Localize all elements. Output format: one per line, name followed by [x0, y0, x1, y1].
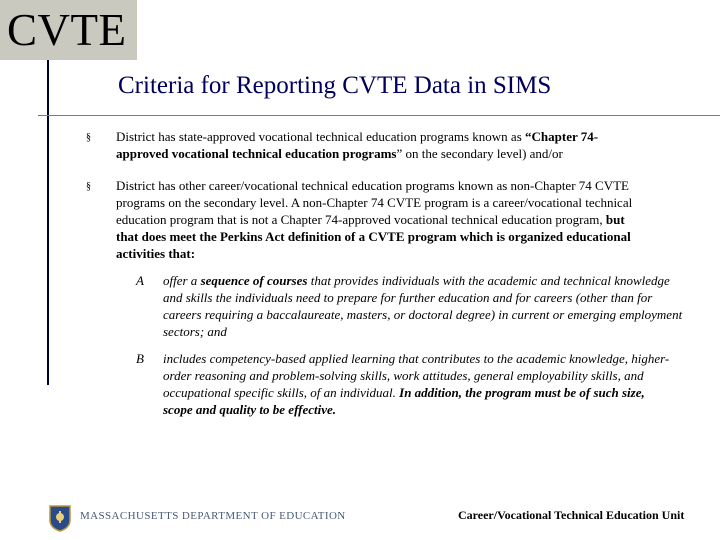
item-bold-text: “Chapter 74-approved vocational technical education programs [116, 129, 599, 161]
unit-name: Career/Vocational Technical Education Unit [458, 508, 685, 522]
department-name: MASSACHUSETTS DEPARTMENT OF EDUCATION [80, 510, 346, 522]
item-text: District has state-approved vocational technical education programs known as [116, 129, 526, 144]
bullet-icon: § [86, 132, 91, 143]
state-seal-icon [47, 504, 73, 532]
page-title: Criteria for Reporting CVTE Data in SIMS [118, 72, 552, 99]
bullet-icon: § [86, 181, 91, 192]
sub-item-letter: A [136, 273, 144, 288]
left-accent-bar [0, 60, 49, 385]
sub-item [163, 272, 683, 340]
corner-label: CVTE [7, 5, 127, 55]
sub-item-letter: B [136, 351, 144, 366]
sub-item [163, 350, 673, 418]
title-divider [38, 115, 720, 116]
item-text-end: ” on the secondary level) and/or [396, 146, 563, 161]
item-bold-text: but that does meet the Perkins Act definition of a CVTE program which is organized educational activities that: [116, 212, 631, 261]
list-item [116, 128, 646, 162]
corner-label-box [0, 0, 137, 60]
sub-item-text: offer a [163, 273, 201, 288]
sub-item-text-end: that provides individuals with the academic and technical knowledge and skills the individuals need to prepare for further education and for careers (other than for careers requiring a baccalaureate, masters, or doctoral degree) in current or emerging employment sectors; and [163, 273, 683, 339]
item-text: District has other career/vocational technical education programs known as non-Chapter 74 CVTE programs on the secondary level. A non-Chapter 74 CVTE program is a career/vocational technical education program that is not a Chapter 74-approved vocational technical education program, [116, 178, 633, 227]
sub-item-text: includes competency-based applied learning that contributes to the academic knowledge, higher-order reasoning and problem-solving skills, work attitudes, general employability skills, and occupational specific skills, of an individual. [163, 351, 670, 400]
sub-item-bold-text: In addition, the program must be of such size, scope and quality to be effective. [163, 385, 645, 417]
list-item [116, 177, 646, 262]
sub-item-bold-text: sequence of courses [200, 273, 308, 288]
